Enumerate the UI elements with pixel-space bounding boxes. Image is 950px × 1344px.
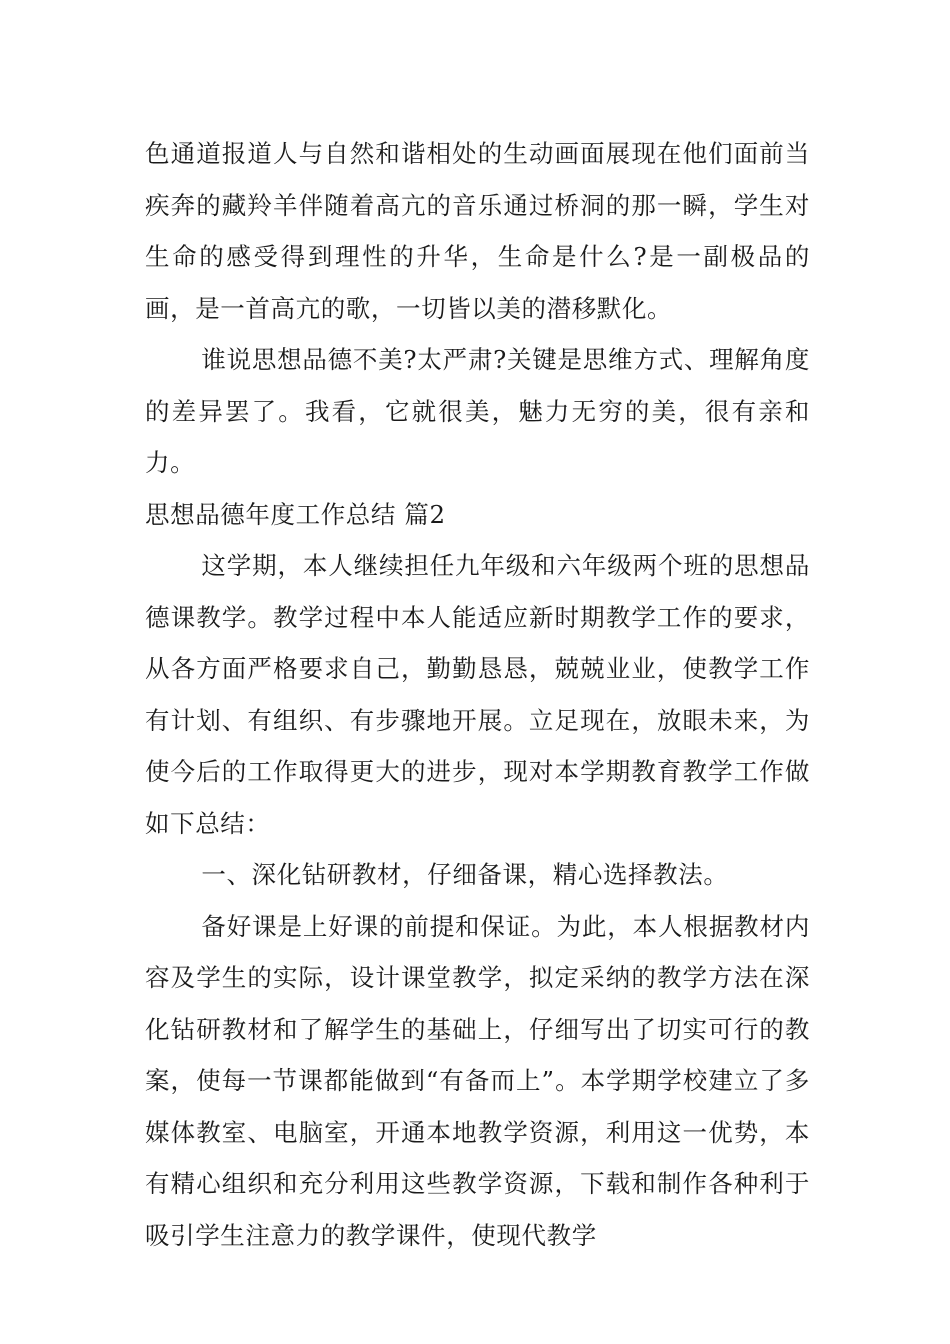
- paragraph-subheading-one: 一、深化钻研教材，仔细备课，精心选择教法。: [201, 860, 729, 889]
- paragraph-continuation: 色通道报道人与自然和谐相处的生动画面展现在他们面前当疾奔的藏羚羊伴随着高亢的音乐通过桥洞的那一瞬，学生对生命的感受得到理性的升华，生命是什么?是一副极品的画，是一首高亢的歌，一切皆以美的潜移默化。: [145, 139, 810, 323]
- document-page: [145, 128, 810, 1261]
- paragraph-beauty-of-moral-education: 谁说思想品德不美?太严肃?关键是思维方式、理解角度的差异罢了。我看，它就很美，魅力无穷的美，很有亲和力。: [145, 345, 810, 477]
- paragraph-lesson-preparation: 备好课是上好课的前提和保证。为此，本人根据教材内容及学生的实际，设计课堂教学，拟定采纳的教学方法在深化钻研教材和了解学生的基础上，仔细写出了切实可行的教案，使每一节课都能做到“有备而上”。本学期学校建立了多媒体教室、电脑室，开通本地教学资源，利用这一优势，本有精心组织和充分利用这些教学资源，下载和制作各种利于吸引学生注意力的教学课件，使现代教学: [145, 911, 810, 1250]
- paragraph-semester-intro: 这学期，本人继续担任九年级和六年级两个班的思想品德课教学。教学过程中本人能适应新时期教学工作的要求，从各方面严格要求自己，勤勤恳恳，兢兢业业，使教学工作有计划、有组织、有步骤地开展。立足现在，放眼未来，为使今后的工作取得更大的进步，现对本学期教育教学工作做如下总结：: [145, 551, 810, 838]
- section-heading: 思想品德年度工作总结 篇2: [145, 499, 446, 529]
